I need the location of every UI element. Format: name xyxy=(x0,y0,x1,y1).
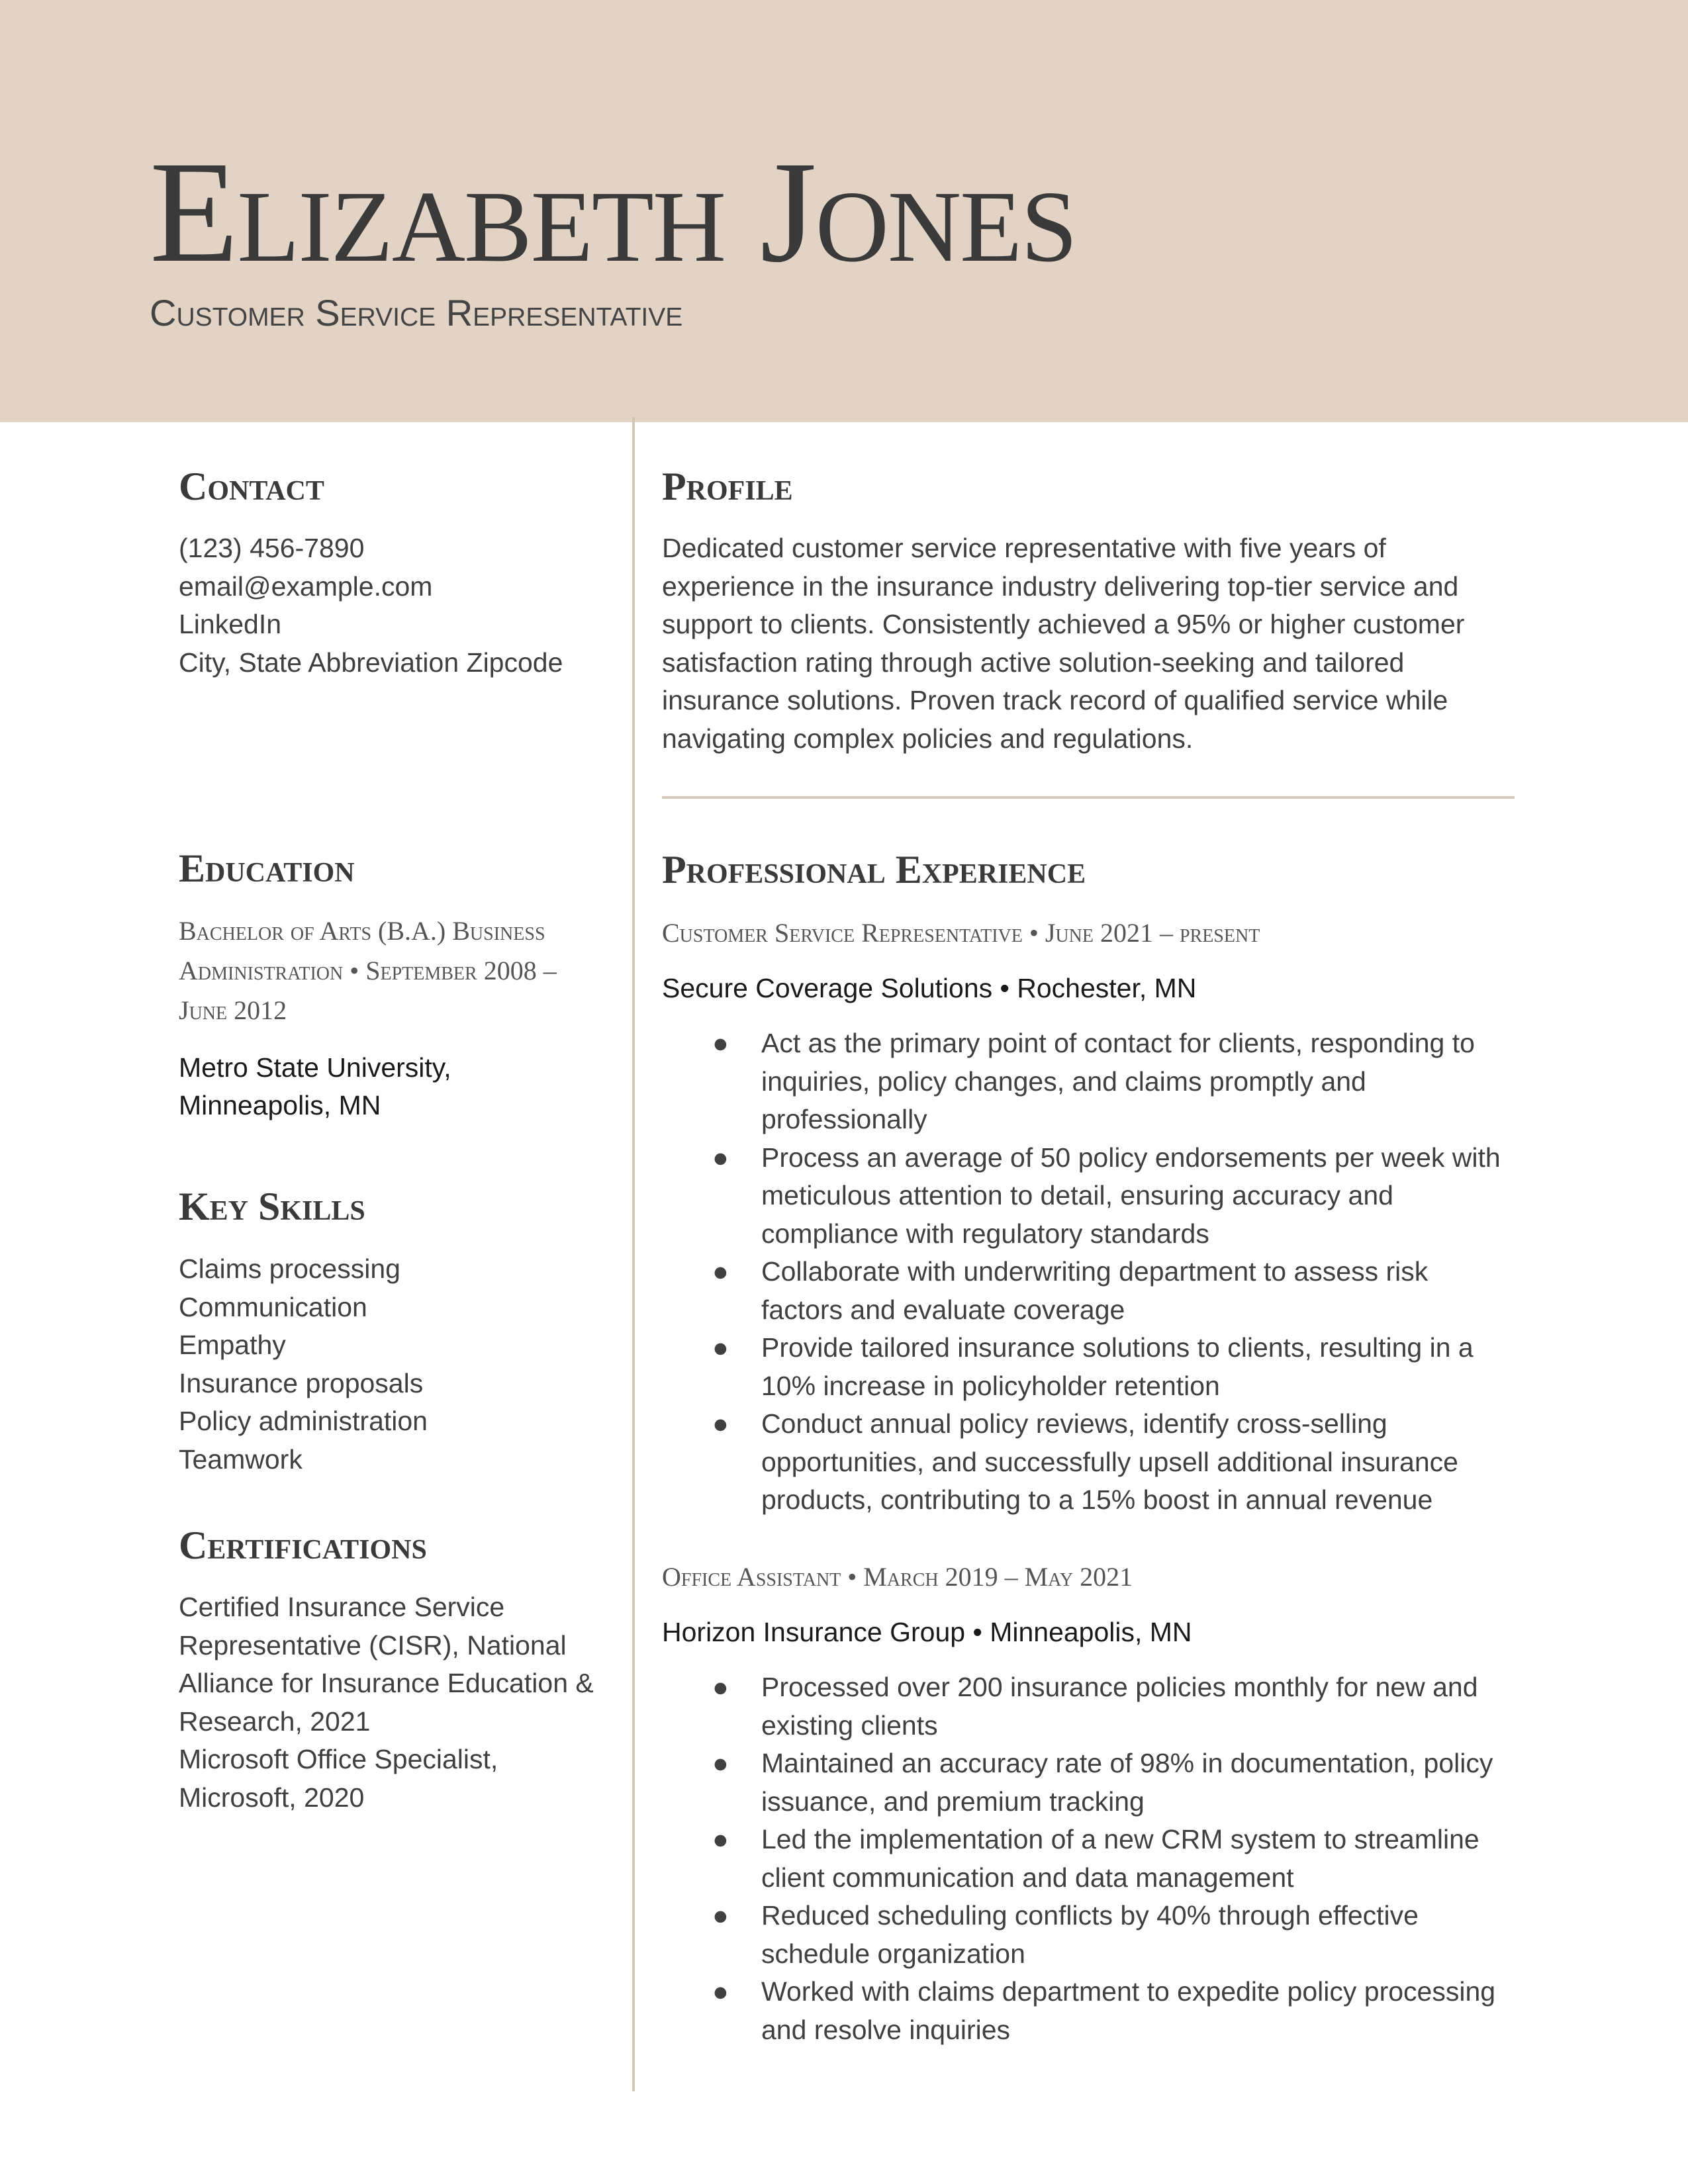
degree-line: Administration • September 2008 – xyxy=(179,956,557,985)
profile-line: experience in the insurance industry delivering top-tier service and xyxy=(662,570,1459,602)
list-item xyxy=(662,1139,1523,1253)
skill-item: Policy administration xyxy=(179,1406,428,1436)
bullet-line: products, contributing to a 15% boost in annual revenue xyxy=(761,1484,1433,1515)
candidate-name: Elizabeth Jones xyxy=(150,131,1076,293)
bullet-icon: ● xyxy=(712,1408,729,1439)
school-line: Metro State University, xyxy=(179,1052,451,1083)
bullet-icon: ● xyxy=(712,1976,729,2007)
degree-line: Bachelor of Arts (B.A.) Business xyxy=(179,916,545,946)
skill-item: Teamwork xyxy=(179,1443,303,1475)
contact-linkedin: LinkedIn xyxy=(179,609,282,639)
job-1-role: Customer Service Representative • June 2021 – present xyxy=(662,918,1260,948)
bullet-line: inquiries, policy changes, and claims promptly and xyxy=(761,1066,1366,1097)
bullet-line: Maintained an accuracy rate of 98% in documentation, policy xyxy=(761,1748,1493,1778)
bullet-line: 10% increase in policyholder retention xyxy=(761,1370,1220,1401)
list-item xyxy=(662,1329,1523,1405)
education-heading: Education xyxy=(179,846,355,890)
list-item xyxy=(662,1668,1523,1745)
skills-heading: Key Skills xyxy=(179,1185,365,1228)
list-item xyxy=(662,1024,1523,1139)
list-item xyxy=(662,1821,1523,1897)
job-2-role: Office Assistant • March 2019 – May 2021 xyxy=(662,1562,1133,1592)
bullet-line: Led the implementation of a new CRM system to streamline xyxy=(761,1824,1479,1854)
skills-list xyxy=(179,1250,428,1479)
bullet-line: meticulous attention to detail, ensuring accuracy and xyxy=(761,1180,1393,1210)
bullet-line: Worked with claims department to expedite policy processing xyxy=(761,1976,1496,2007)
skill-item: Insurance proposals xyxy=(179,1367,424,1398)
header-banner xyxy=(0,0,1688,422)
list-item xyxy=(662,1897,1523,1973)
degree-line: June 2012 xyxy=(179,995,287,1025)
bullet-icon: ● xyxy=(712,1256,729,1287)
bullet-line: Collaborate with underwriting department to assess risk xyxy=(761,1256,1429,1287)
bullet-line: Reduced scheduling conflicts by 40% through effective xyxy=(761,1900,1419,1931)
contact-list xyxy=(179,529,563,682)
experience-heading: Professional Experience xyxy=(662,848,1086,891)
bullet-icon: ● xyxy=(712,1332,729,1363)
bullet-line: Process an average of 50 policy endorsements per week with xyxy=(761,1142,1501,1173)
education-degree xyxy=(179,911,557,1030)
profile-summary xyxy=(662,529,1464,758)
bullet-icon: ● xyxy=(712,1748,729,1778)
list-item xyxy=(662,1973,1523,2049)
skill-item: Empathy xyxy=(179,1330,286,1360)
certifications-list xyxy=(179,1588,594,1817)
candidate-title: Customer Service Representative xyxy=(150,292,683,334)
bullet-line: Provide tailored insurance solutions to clients, resulting in a xyxy=(761,1332,1474,1363)
job-2-company: Horizon Insurance Group • Minneapolis, MN xyxy=(662,1617,1192,1647)
certification-line: Microsoft Office Specialist, xyxy=(179,1744,498,1774)
skill-item: Communication xyxy=(179,1291,367,1322)
bullet-icon: ● xyxy=(712,1824,729,1854)
job-1-company: Secure Coverage Solutions • Rochester, MN xyxy=(662,973,1197,1003)
contact-email: email@example.com xyxy=(179,570,433,602)
job-2-bullets xyxy=(662,1668,1523,2049)
list-item xyxy=(662,1253,1523,1329)
certification-line: Representative (CISR), National xyxy=(179,1629,567,1661)
bullet-line: existing clients xyxy=(761,1709,938,1741)
bullet-line: compliance with regulatory standards xyxy=(761,1218,1209,1249)
certification-line: Research, 2021 xyxy=(179,1706,371,1737)
profile-line: support to clients. Consistently achieved a 95% or higher customer xyxy=(662,609,1465,639)
bullet-line: Act as the primary point of contact for clients, responding to xyxy=(761,1028,1475,1058)
profile-line: Dedicated customer service representative with five years of xyxy=(662,533,1386,563)
profile-line: satisfaction rating through active solution-seeking and tailored xyxy=(662,647,1405,678)
list-item xyxy=(662,1405,1523,1520)
contact-location: City, State Abbreviation Zipcode xyxy=(179,647,563,678)
job-1-bullets xyxy=(662,1024,1523,1520)
certification-line: Microsoft, 2020 xyxy=(179,1782,365,1813)
list-item xyxy=(662,1745,1523,1821)
column-divider xyxy=(632,417,635,2091)
bullet-icon: ● xyxy=(712,1672,729,1702)
bullet-line: issuance, and premium tracking xyxy=(761,1786,1145,1817)
bullet-line: professionally xyxy=(761,1104,927,1134)
contact-heading: Contact xyxy=(179,465,324,508)
school-line: Minneapolis, MN xyxy=(179,1090,381,1120)
profile-line: insurance solutions. Proven track record of qualified service while xyxy=(662,685,1448,715)
bullet-icon: ● xyxy=(712,1028,729,1058)
certification-line: Certified Insurance Service xyxy=(179,1592,505,1622)
bullet-line: Processed over 200 insurance policies monthly for new and xyxy=(761,1672,1478,1702)
bullet-line: Conduct annual policy reviews, identify cross-selling xyxy=(761,1408,1387,1439)
bullet-icon: ● xyxy=(712,1142,729,1173)
bullet-line: and resolve inquiries xyxy=(761,2014,1011,2045)
bullet-icon: ● xyxy=(712,1900,729,1931)
profile-line: navigating complex policies and regulations. xyxy=(662,723,1194,754)
bullet-line: schedule organization xyxy=(761,1938,1025,1969)
bullet-line: client communication and data management xyxy=(761,1862,1294,1893)
certifications-heading: Certifications xyxy=(179,1524,427,1567)
profile-heading: Profile xyxy=(662,465,793,508)
contact-phone: (123) 456-7890 xyxy=(179,533,365,563)
bullet-line: factors and evaluate coverage xyxy=(761,1294,1125,1325)
education-school xyxy=(179,1049,451,1124)
skill-item: Claims processing xyxy=(179,1253,400,1284)
bullet-line: opportunities, and successfully upsell additional insurance xyxy=(761,1446,1458,1477)
certification-line: Alliance for Insurance Education & xyxy=(179,1668,594,1698)
profile-divider xyxy=(662,796,1515,799)
